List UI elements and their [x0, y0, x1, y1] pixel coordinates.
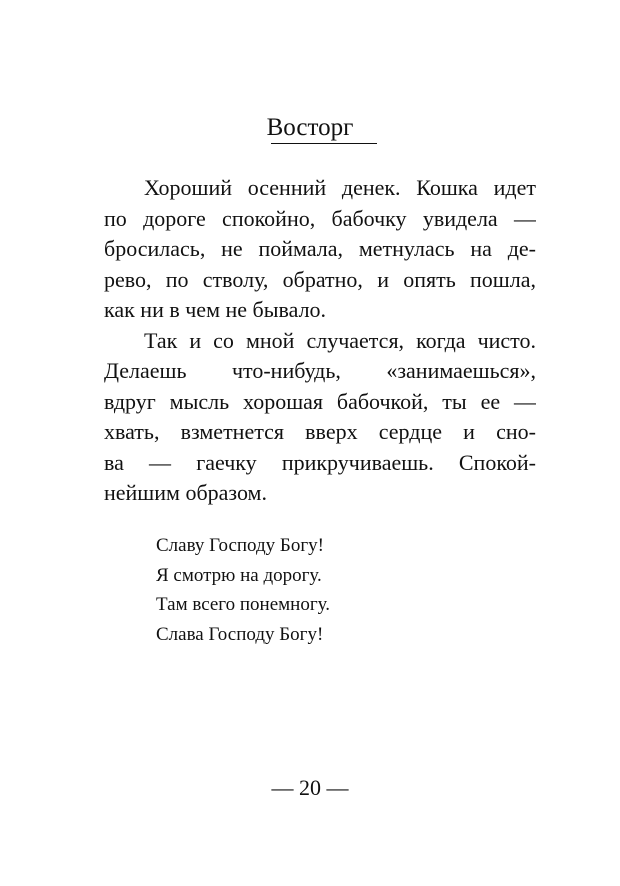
chapter-title: Восторг — [266, 114, 354, 141]
paragraph-2-line: вдруг мысль хорошая бабочкой, ты ее — — [104, 388, 536, 414]
body-text — [104, 173, 536, 509]
paragraph-1-line: по дороге спокойно, бабочку увидела — — [104, 205, 536, 231]
paragraph-1-line: бросилась, не поймала, метнулась на де- — [104, 236, 536, 261]
poem-line: Я смотрю на дорогу. — [156, 564, 322, 586]
paragraph-2-line: хвать, взметнется вверх сердце и сно- — [104, 419, 536, 444]
paragraph-2-line: ва — гаечку прикручиваешь. Спокой- — [104, 449, 536, 475]
page-number: — 20 — — [271, 775, 349, 800]
poem — [156, 531, 330, 649]
title-underline — [271, 143, 377, 144]
paragraph-2-line: Делаешь что-нибудь, «занимаешься», — [104, 358, 536, 383]
paragraph-1-line: как ни в чем не бывало. — [104, 297, 327, 322]
paragraph-1-line: Хороший осенний денек. Кошка идет — [144, 175, 536, 200]
poem-line: Слава Господу Богу! — [156, 623, 324, 645]
paragraph-2-line: Так и со мной случается, когда чисто. — [144, 327, 536, 353]
poem-line: Там всего понемногу. — [156, 594, 330, 615]
paragraph-2-line: нейшим образом. — [104, 480, 267, 505]
paragraph-1-line: рево, по стволу, обратно, и опять пошла, — [104, 266, 536, 292]
poem-line: Славу Господу Богу! — [156, 535, 324, 556]
